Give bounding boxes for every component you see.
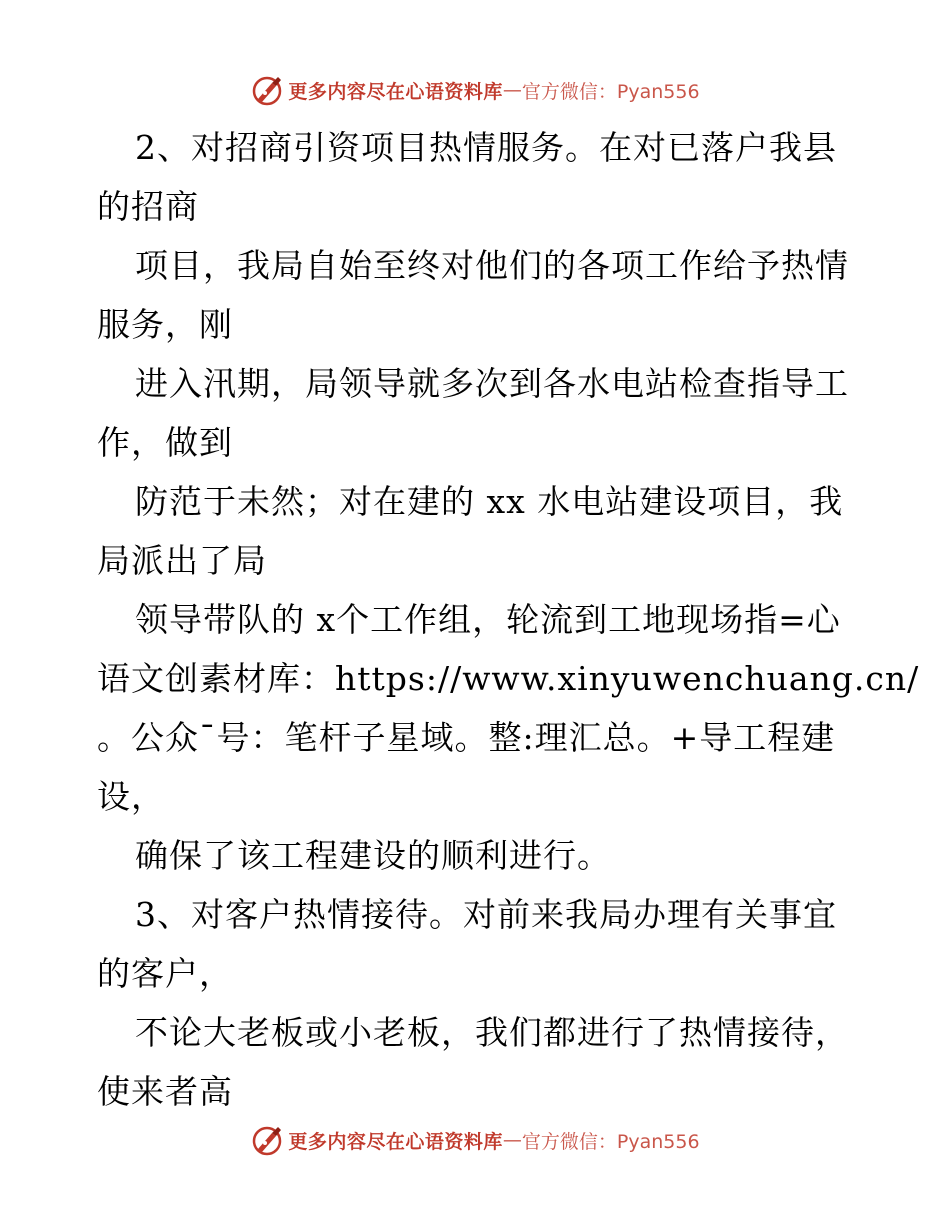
text-line: 作，做到 [97, 423, 233, 462]
pen-logo-icon [250, 73, 284, 107]
footer-watermark [0, 1120, 950, 1160]
text-line: 确保了该工程建设的顺利进行。 [135, 836, 611, 875]
watermark-suffix: 官方微信：Pyan556 [521, 1130, 700, 1153]
text-line: 局派出了局 [97, 541, 267, 580]
text-line: 领导带队的 x个工作组，轮流到工地现场指=心 [135, 600, 841, 639]
watermark-suffix: 官方微信：Pyan556 [521, 80, 700, 103]
text-line: 进入汛期，局领导就多次到各水电站检查指导工 [135, 364, 849, 403]
text-line: 的招商 [97, 187, 199, 226]
text-line: 2、对招商引资项目热情服务。在对已落户我县 [135, 128, 837, 167]
header-watermark [0, 70, 950, 110]
text-line: 的客户， [97, 954, 233, 993]
text-line: 防范于未然；对在建的 xx 水电站建设项目，我 [135, 482, 844, 521]
text-line: 服务，刚 [97, 305, 233, 344]
text-line: 语文创素材库：https://www.xinyuwenchuang.cn/ [97, 659, 920, 698]
watermark-text: 更多内容尽在心语资料库 [288, 1130, 503, 1153]
text-line: 。公众¯号：笔杆子星域。整:理汇总。+导工程建 [97, 718, 836, 757]
text-line: 项目，我局自始至终对他们的各项工作给予热情 [135, 246, 849, 285]
text-line: 使来者高 [97, 1072, 233, 1111]
watermark-text: 更多内容尽在心语资料库 [288, 80, 503, 103]
watermark-dash: — [502, 1129, 522, 1151]
text-line: 不论大老板或小老板，我们都进行了热情接待， [135, 1013, 849, 1052]
text-line: 设， [97, 777, 165, 816]
pen-logo-icon [250, 1123, 284, 1157]
watermark-dash: — [502, 79, 522, 101]
text-line: 3、对客户热情接待。对前来我局办理有关事宜 [135, 895, 837, 934]
